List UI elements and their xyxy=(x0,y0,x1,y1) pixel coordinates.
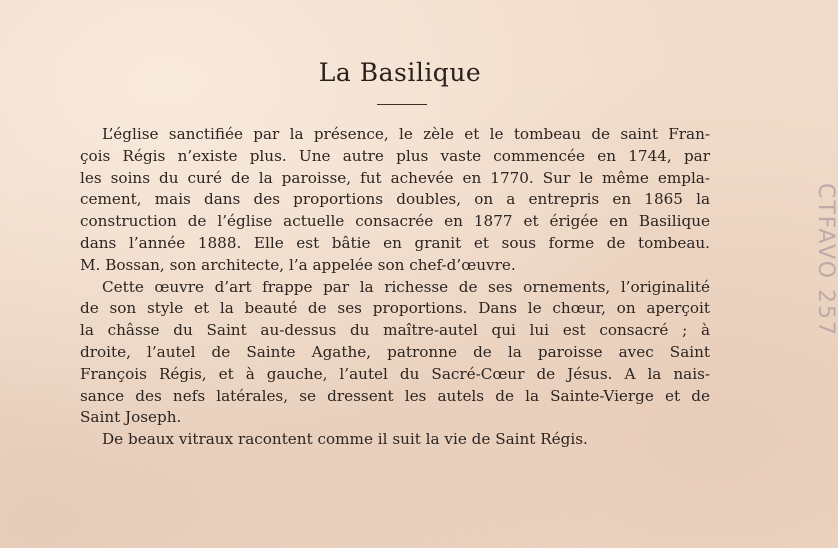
text-line: sance des nefs latérales, se dressent les autels de la Sainte-Vierge et de xyxy=(80,386,710,405)
text-line: Saint Joseph. xyxy=(80,408,182,427)
paragraph-2 xyxy=(80,277,710,430)
document-title: La Basilique xyxy=(318,58,482,87)
text-line: Cette œuvre d’art frappe par la richesse de ses ornements, l’originalité xyxy=(102,277,710,296)
text-line: droite, l’autel de Sainte Agathe, patronne de la paroisse avec Saint xyxy=(80,342,710,361)
text-line: M. Bossan, son architecte, l’a appelée son chef-d’œuvre. xyxy=(80,255,516,274)
body-text xyxy=(80,124,710,451)
text-line: L’église sanctifiée par la présence, le zèle et le tombeau de saint Fran- xyxy=(102,125,710,143)
text-line: construction de l’église actuelle consacrée en 1877 et érigée en Basilique xyxy=(80,212,710,231)
text-line: de son style et la beauté de ses proportions. Dans le chœur, on aperçoit xyxy=(80,299,710,318)
margin-annotation: CTFAVO 257 xyxy=(813,183,838,338)
paragraph-1 xyxy=(80,124,710,277)
text-line: De beaux vitraux racontent comme il suit la vie de Saint Régis. xyxy=(102,430,588,449)
text-line: cement, mais dans des proportions doubles, on a entrepris en 1865 la xyxy=(80,190,710,209)
text-line: la châsse du Saint au-dessus du maître-autel qui lui est consacré ; à xyxy=(80,321,710,340)
text-line: les soins du curé de la paroisse, fut achevée en 1770. Sur le même empla- xyxy=(80,168,710,187)
paragraph-3 xyxy=(80,429,710,451)
title-rule xyxy=(377,104,427,105)
text-line: dans l’année 1888. Elle est bâtie en granit et sous forme de tombeau. xyxy=(80,233,710,252)
text-line: François Régis, et à gauche, l’autel du Sacré-Cœur de Jésus. A la nais- xyxy=(80,364,710,383)
text-line: çois Régis n’existe plus. Une autre plus vaste commencée en 1744, par xyxy=(80,146,710,165)
